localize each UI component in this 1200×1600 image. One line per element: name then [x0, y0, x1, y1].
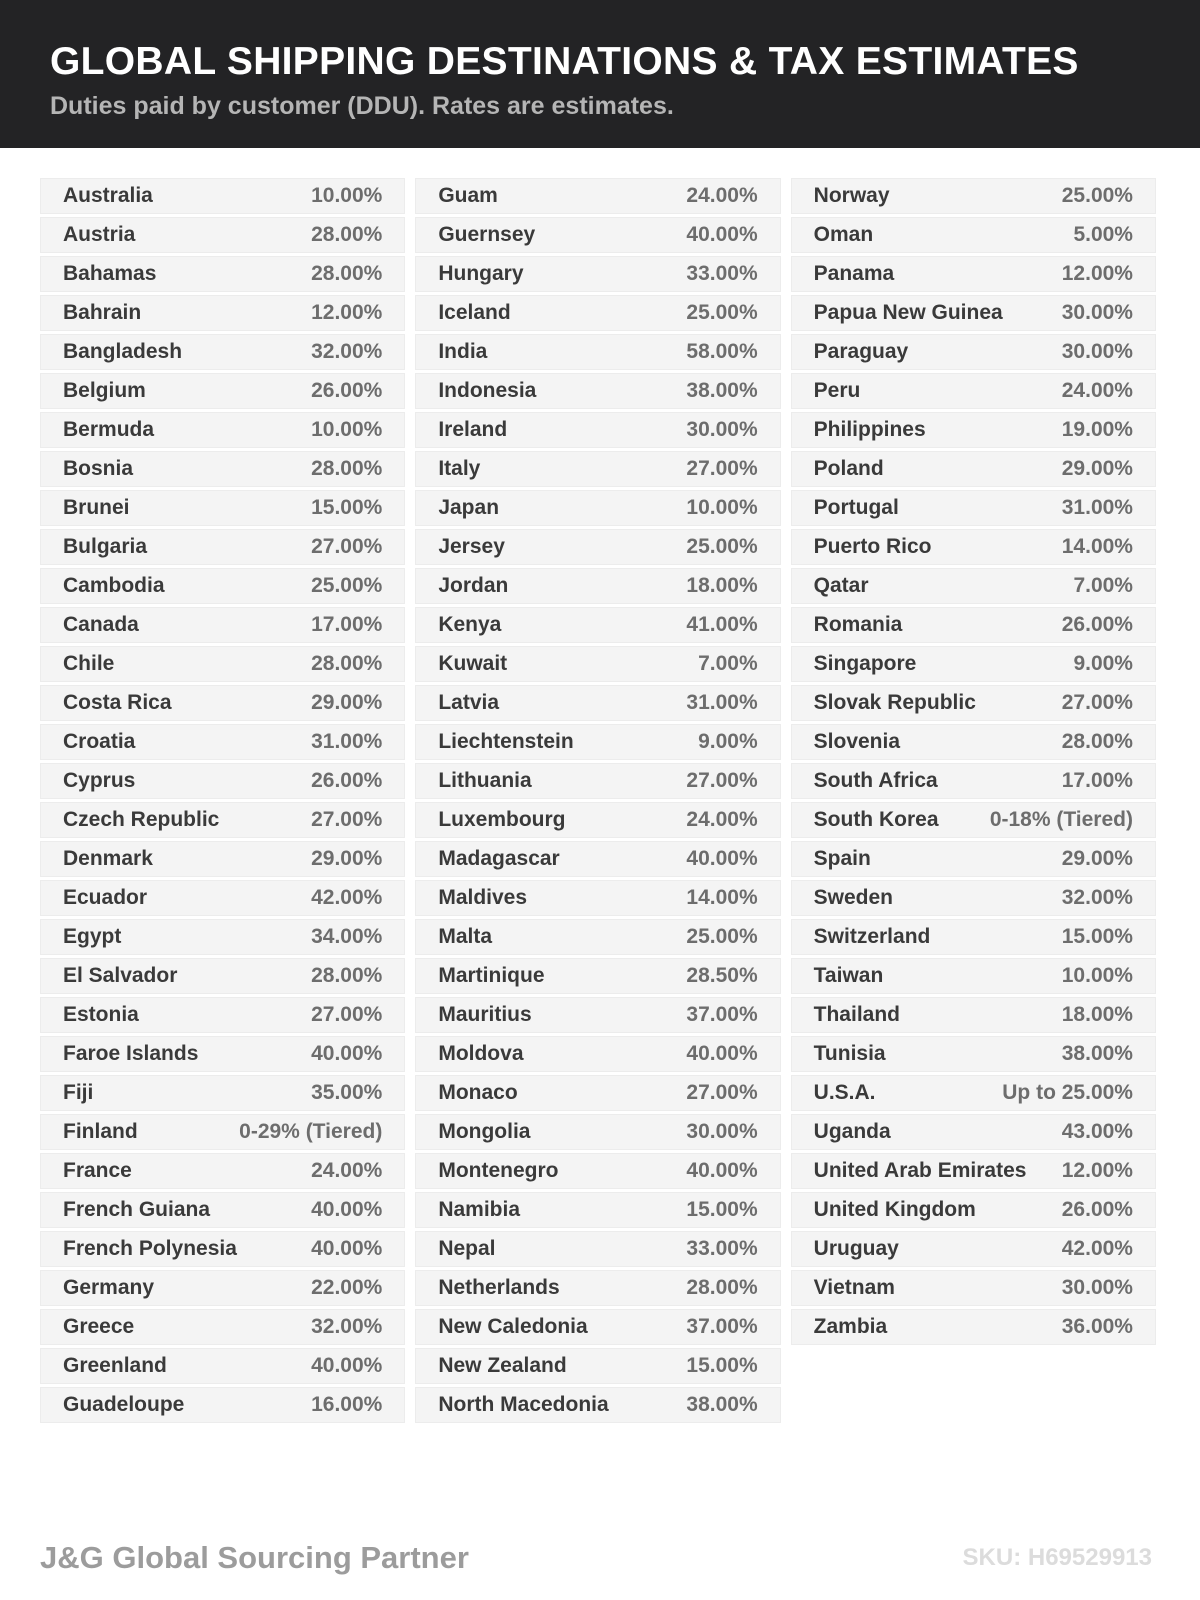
table-row [415, 1387, 780, 1423]
table-row [415, 295, 780, 331]
country-name: Bangladesh [63, 340, 183, 363]
tax-rate: 9.00% [1073, 652, 1133, 675]
table-row [40, 841, 405, 877]
country-name: Liechtenstein [438, 730, 574, 753]
country-name: Luxembourg [438, 808, 566, 831]
tax-rate: 34.00% [311, 925, 383, 948]
tax-rate: 31.00% [311, 730, 383, 753]
country-name: Mauritius [438, 1003, 532, 1026]
country-name: Jersey [438, 535, 505, 558]
table-row [791, 256, 1156, 292]
country-name: Portugal [813, 496, 899, 519]
country-name: French Guiana [63, 1198, 211, 1221]
table-row [415, 1270, 780, 1306]
table-row [415, 607, 780, 643]
table-row [40, 1114, 405, 1150]
table-row [791, 1231, 1156, 1267]
tax-rate: 37.00% [686, 1003, 758, 1026]
tax-rate: 16.00% [311, 1393, 383, 1416]
tax-rate: 40.00% [311, 1042, 383, 1065]
tax-rate: 28.00% [311, 652, 383, 675]
country-name: Cambodia [63, 574, 165, 597]
table-row [415, 217, 780, 253]
tax-rate: 33.00% [686, 1237, 758, 1260]
table-row [415, 529, 780, 565]
table-row [791, 1036, 1156, 1072]
table-row [791, 568, 1156, 604]
country-name: Slovak Republic [813, 691, 976, 714]
tax-rate: 26.00% [311, 769, 383, 792]
tax-rate: 40.00% [686, 223, 758, 246]
country-name: Belgium [63, 379, 146, 402]
table-row [415, 490, 780, 526]
tax-rate: 35.00% [311, 1081, 383, 1104]
sku-label: SKU: H69529913 [962, 1544, 1152, 1571]
tax-rate: 15.00% [686, 1354, 758, 1377]
country-name: United Arab Emirates [813, 1159, 1027, 1182]
table-row [40, 451, 405, 487]
country-name: Bulgaria [63, 535, 148, 558]
country-name: Madagascar [438, 847, 560, 870]
tax-rate: 37.00% [686, 1315, 758, 1338]
table-row [40, 490, 405, 526]
table-row [415, 724, 780, 760]
country-name: Maldives [438, 886, 528, 909]
tax-rate: 30.00% [1061, 1276, 1133, 1299]
table-row [415, 646, 780, 682]
country-name: Philippines [813, 418, 926, 441]
country-name: Netherlands [438, 1276, 560, 1299]
country-name: Hungary [438, 262, 524, 285]
country-name: Guadeloupe [63, 1393, 185, 1416]
table-row [40, 1348, 405, 1384]
country-name: Austria [63, 223, 136, 246]
tax-rate: 15.00% [311, 496, 383, 519]
table-row [415, 1192, 780, 1228]
tax-rate: 27.00% [311, 1003, 383, 1026]
table-row [40, 802, 405, 838]
tax-rate: 40.00% [311, 1237, 383, 1260]
country-name: Martinique [438, 964, 545, 987]
country-name: Oman [813, 223, 874, 246]
country-name: Iceland [438, 301, 511, 324]
table-row [791, 529, 1156, 565]
country-name: Poland [813, 457, 884, 480]
table-row [415, 1153, 780, 1189]
tax-rate: 28.00% [311, 223, 383, 246]
tax-rate: 29.00% [311, 691, 383, 714]
country-name: Mongolia [438, 1120, 531, 1143]
table-row [415, 1114, 780, 1150]
tax-rate: 19.00% [1061, 418, 1133, 441]
table-row [40, 607, 405, 643]
country-name: Egypt [63, 925, 122, 948]
country-name: Costa Rica [63, 691, 172, 714]
table-row [415, 178, 780, 214]
country-name: Thailand [813, 1003, 900, 1026]
tax-rate: 40.00% [311, 1354, 383, 1377]
tax-rate: 31.00% [686, 691, 758, 714]
table-row [40, 1270, 405, 1306]
tax-rate: 40.00% [686, 1042, 758, 1065]
table-row [791, 646, 1156, 682]
table-row [40, 217, 405, 253]
tax-rate: 32.00% [311, 1315, 383, 1338]
country-name: Finland [63, 1120, 138, 1143]
country-name: Germany [63, 1276, 155, 1299]
country-name: El Salvador [63, 964, 178, 987]
table-row [40, 373, 405, 409]
country-name: Uganda [813, 1120, 891, 1143]
country-name: Uruguay [813, 1237, 899, 1260]
tax-rate: 7.00% [698, 652, 758, 675]
country-name: United Kingdom [813, 1198, 976, 1221]
tax-rate: 31.00% [1061, 496, 1133, 519]
country-name: Fiji [63, 1081, 94, 1104]
country-name: Qatar [813, 574, 869, 597]
tax-rate: 29.00% [311, 847, 383, 870]
country-name: Latvia [438, 691, 500, 714]
table-row [791, 1153, 1156, 1189]
tax-rate: 24.00% [686, 808, 758, 831]
table-row [40, 1387, 405, 1423]
country-name: Montenegro [438, 1159, 559, 1182]
tax-rate: 25.00% [1061, 184, 1133, 207]
table-row [791, 295, 1156, 331]
table-row [791, 334, 1156, 370]
table-row [40, 1075, 405, 1111]
country-name: Brunei [63, 496, 130, 519]
country-name: Tunisia [813, 1042, 886, 1065]
tax-rate: 12.00% [311, 301, 383, 324]
tax-rate: 29.00% [1061, 847, 1133, 870]
country-name: Spain [813, 847, 871, 870]
tax-rate: 5.00% [1073, 223, 1133, 246]
table-row [40, 919, 405, 955]
country-name: Italy [438, 457, 481, 480]
country-name: Taiwan [813, 964, 884, 987]
table-row [40, 295, 405, 331]
table-row [791, 802, 1156, 838]
country-name: Papua New Guinea [813, 301, 1003, 324]
tax-rate: 38.00% [686, 379, 758, 402]
tax-rate: 42.00% [311, 886, 383, 909]
table-row [791, 373, 1156, 409]
table-row [415, 880, 780, 916]
country-name: Cyprus [63, 769, 136, 792]
tax-rate: 27.00% [311, 808, 383, 831]
country-name: India [438, 340, 488, 363]
tax-rate: 24.00% [311, 1159, 383, 1182]
tax-rate: 27.00% [686, 769, 758, 792]
country-name: Lithuania [438, 769, 532, 792]
page-title: GLOBAL SHIPPING DESTINATIONS & TAX ESTIMATES [50, 40, 1079, 83]
table-row [40, 334, 405, 370]
country-name: Slovenia [813, 730, 901, 753]
country-name: Kenya [438, 613, 502, 636]
country-name: Puerto Rico [813, 535, 932, 558]
tax-rates-table [0, 148, 1200, 1423]
country-name: Denmark [63, 847, 153, 870]
table-row [40, 763, 405, 799]
tax-rate: 38.00% [686, 1393, 758, 1416]
table-row [791, 997, 1156, 1033]
tax-rate: 10.00% [311, 184, 383, 207]
country-name: Faroe Islands [63, 1042, 199, 1065]
table-row [40, 880, 405, 916]
tax-rate: 32.00% [311, 340, 383, 363]
country-name: Croatia [63, 730, 136, 753]
table-row [415, 1231, 780, 1267]
tax-rate: 18.00% [686, 574, 758, 597]
country-name: Peru [813, 379, 861, 402]
tax-rate: 28.00% [686, 1276, 758, 1299]
tax-rate: 38.00% [1061, 1042, 1133, 1065]
table-column-3 [791, 178, 1156, 1345]
tax-rate: 28.00% [1061, 730, 1133, 753]
table-row [791, 1270, 1156, 1306]
tax-rate: 7.00% [1073, 574, 1133, 597]
tax-rate: 41.00% [686, 613, 758, 636]
table-row [40, 997, 405, 1033]
table-row [415, 763, 780, 799]
country-name: Vietnam [813, 1276, 895, 1299]
country-name: Norway [813, 184, 890, 207]
country-name: Bermuda [63, 418, 155, 441]
country-name: Switzerland [813, 925, 931, 948]
table-row [415, 1075, 780, 1111]
table-row [415, 1348, 780, 1384]
tax-rate: 12.00% [1061, 1159, 1133, 1182]
table-row [40, 958, 405, 994]
tax-rate: 9.00% [698, 730, 758, 753]
country-name: Greenland [63, 1354, 167, 1377]
tax-rate: 12.00% [1061, 262, 1133, 285]
table-row [40, 1192, 405, 1228]
tax-rate: Up to 25.00% [1002, 1081, 1133, 1104]
table-row [791, 178, 1156, 214]
tax-rate: 27.00% [686, 457, 758, 480]
tax-rate: 40.00% [686, 847, 758, 870]
country-name: French Polynesia [63, 1237, 237, 1260]
tax-rate: 14.00% [1061, 535, 1133, 558]
table-row [791, 880, 1156, 916]
country-name: Greece [63, 1315, 135, 1338]
tax-rate: 0-18% (Tiered) [989, 808, 1133, 831]
table-row [415, 841, 780, 877]
brand-name: J&G Global Sourcing Partner [40, 1540, 469, 1575]
tax-rate: 58.00% [686, 340, 758, 363]
tax-rate: 42.00% [1061, 1237, 1133, 1260]
tax-rate: 28.00% [311, 457, 383, 480]
tax-rate: 10.00% [1061, 964, 1133, 987]
table-row [791, 217, 1156, 253]
tax-rate: 15.00% [686, 1198, 758, 1221]
country-name: Canada [63, 613, 139, 636]
tax-rate: 26.00% [1061, 1198, 1133, 1221]
page-subtitle: Duties paid by customer (DDU). Rates are estimates. [50, 92, 674, 120]
table-row [791, 451, 1156, 487]
table-column-1 [40, 178, 405, 1423]
country-name: Bahamas [63, 262, 157, 285]
table-row [40, 1153, 405, 1189]
country-name: Malta [438, 925, 493, 948]
table-row [415, 1309, 780, 1345]
country-name: Ireland [438, 418, 508, 441]
country-name: Bahrain [63, 301, 142, 324]
country-name: Estonia [63, 1003, 139, 1026]
country-name: Namibia [438, 1198, 521, 1221]
table-row [791, 1114, 1156, 1150]
tax-rate: 29.00% [1061, 457, 1133, 480]
table-row [415, 919, 780, 955]
table-row [40, 685, 405, 721]
table-row [415, 568, 780, 604]
country-name: Czech Republic [63, 808, 220, 831]
table-row [40, 529, 405, 565]
tax-rate: 0-29% (Tiered) [239, 1120, 383, 1143]
tax-rate: 18.00% [1061, 1003, 1133, 1026]
tax-rate: 33.00% [686, 262, 758, 285]
tax-rate: 27.00% [686, 1081, 758, 1104]
country-name: North Macedonia [438, 1393, 609, 1416]
table-row [40, 724, 405, 760]
tax-rate: 10.00% [311, 418, 383, 441]
country-name: Chile [63, 652, 115, 675]
tax-rate: 36.00% [1061, 1315, 1133, 1338]
table-row [791, 919, 1156, 955]
tax-rate: 30.00% [686, 1120, 758, 1143]
tax-rate: 28.50% [686, 964, 758, 987]
country-name: France [63, 1159, 132, 1182]
table-row [40, 1309, 405, 1345]
table-row [40, 256, 405, 292]
table-row [791, 685, 1156, 721]
table-row [415, 256, 780, 292]
table-row [791, 490, 1156, 526]
tax-rate: 28.00% [311, 262, 383, 285]
country-name: Guernsey [438, 223, 536, 246]
tax-rate: 26.00% [1061, 613, 1133, 636]
table-row [791, 724, 1156, 760]
table-row [791, 1309, 1156, 1345]
tax-rate: 32.00% [1061, 886, 1133, 909]
tax-rate: 24.00% [686, 184, 758, 207]
table-row [40, 646, 405, 682]
table-row [415, 685, 780, 721]
table-row [40, 412, 405, 448]
tax-rate: 40.00% [686, 1159, 758, 1182]
country-name: Singapore [813, 652, 917, 675]
tax-rate: 30.00% [1061, 301, 1133, 324]
tax-rate: 43.00% [1061, 1120, 1133, 1143]
country-name: Paraguay [813, 340, 909, 363]
country-name: Kuwait [438, 652, 508, 675]
table-row [791, 841, 1156, 877]
tax-rate: 14.00% [686, 886, 758, 909]
table-row [415, 958, 780, 994]
table-row [40, 1231, 405, 1267]
tax-rate: 27.00% [311, 535, 383, 558]
table-row [415, 334, 780, 370]
country-name: Romania [813, 613, 903, 636]
table-row [791, 763, 1156, 799]
table-row [415, 802, 780, 838]
country-name: Zambia [813, 1315, 888, 1338]
country-name: Guam [438, 184, 498, 207]
table-row [415, 412, 780, 448]
tax-rate: 17.00% [1061, 769, 1133, 792]
country-name: Jordan [438, 574, 509, 597]
country-name: Nepal [438, 1237, 496, 1260]
header-banner [0, 0, 1200, 148]
tax-rate: 26.00% [311, 379, 383, 402]
country-name: New Zealand [438, 1354, 567, 1377]
table-row [791, 958, 1156, 994]
country-name: Ecuador [63, 886, 148, 909]
country-name: Australia [63, 184, 153, 207]
country-name: Japan [438, 496, 500, 519]
tax-rate: 28.00% [311, 964, 383, 987]
country-name: New Caledonia [438, 1315, 588, 1338]
country-name: U.S.A. [813, 1081, 876, 1104]
tax-rate: 24.00% [1061, 379, 1133, 402]
table-row [415, 451, 780, 487]
tax-rate: 27.00% [1061, 691, 1133, 714]
country-name: Moldova [438, 1042, 524, 1065]
country-name: Panama [813, 262, 895, 285]
tax-rate: 10.00% [686, 496, 758, 519]
table-row [40, 568, 405, 604]
tax-rate: 17.00% [311, 613, 383, 636]
tax-rate: 30.00% [1061, 340, 1133, 363]
tax-rate: 15.00% [1061, 925, 1133, 948]
country-name: Sweden [813, 886, 894, 909]
table-row [415, 1036, 780, 1072]
table-row [415, 997, 780, 1033]
country-name: Indonesia [438, 379, 537, 402]
tax-rate: 25.00% [686, 535, 758, 558]
footer [40, 1540, 1152, 1576]
country-name: Monaco [438, 1081, 518, 1104]
table-row [791, 412, 1156, 448]
tax-rate: 40.00% [311, 1198, 383, 1221]
country-name: South Africa [813, 769, 938, 792]
tax-rate: 25.00% [686, 301, 758, 324]
table-row [791, 1075, 1156, 1111]
tax-rate: 25.00% [686, 925, 758, 948]
table-row [40, 178, 405, 214]
table-row [791, 607, 1156, 643]
tax-rate: 25.00% [311, 574, 383, 597]
country-name: Bosnia [63, 457, 134, 480]
country-name: South Korea [813, 808, 939, 831]
tax-rate: 30.00% [686, 418, 758, 441]
table-row [40, 1036, 405, 1072]
table-row [791, 1192, 1156, 1228]
tax-rate: 22.00% [311, 1276, 383, 1299]
table-row [415, 373, 780, 409]
table-column-2 [415, 178, 780, 1423]
